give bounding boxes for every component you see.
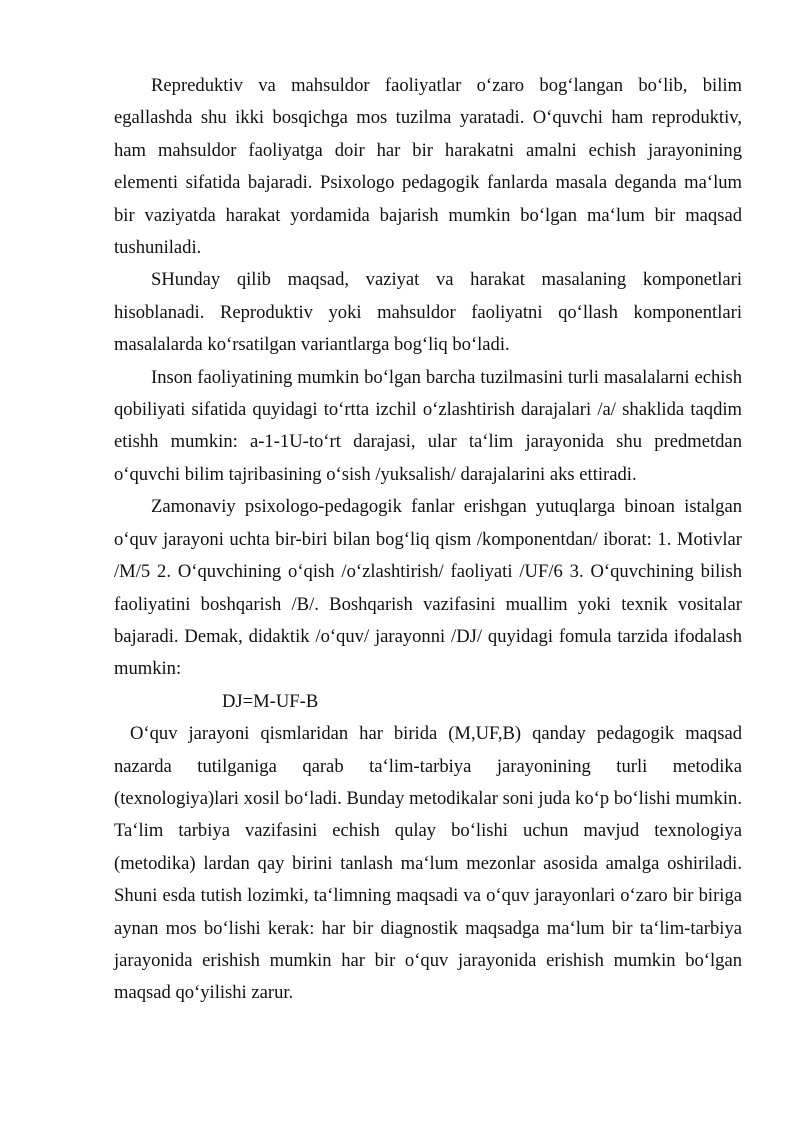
didactic-formula: DJ=M-UF-B (222, 690, 319, 712)
paragraph-learning-process-components: Zamonaviy psixologo-pedagogik fanlar erishgan yutuqlarga binoan istalgan o‘quv jarayoni uchta bir-biri bilan bog‘liq qism /komponentdan/ iborat: 1. Motivlar /M/5 2. O‘quvchining o‘qish /o‘zlashtirish/ faoliyati /UF/6 3. O‘quvchining bilish faoliyatini boshqarish /B/. Boshqarish vazifasini muallim yoki texnik vositalar bajaradi. Demak, didaktik /o‘quv/ jarayonni /DJ/ quyidagi fomula tarzida ifodalash mumkin: (114, 496, 742, 680)
paragraph-task-components: SHunday qilib maqsad, vaziyat va harakat masalaning komponetlari hisoblanadi. Reproduktiv yoki mahsuldor faoliyatni qo‘llash komponentlari masalalarda ko‘rsatilgan variantlarga bog‘liq bo‘ladi. (114, 269, 742, 356)
paragraph-teaching-methods: O‘quv jarayoni qismlaridan har birida (M,UF,B) qanday pedagogik maqsad nazarda tutilganiga qarab ta‘lim-tarbiya jarayonining turli metodika (texnologiya)lari xosil bo‘ladi. Bunday metodikalar soni juda ko‘p bo‘lishi mumkin. Ta‘lim tarbiya vazifasini echish qulay bo‘lishi uchun mavjud texnologiya (metodika) lardan qay birini tanlash ma‘lum mezonlar asosida amalga oshiriladi. Shuni esda tutish lozimki, ta‘limning maqsadi va o‘quv jarayonlari o‘zaro bir biriga aynan mos bo‘lishi kerak: har bir diagnostik maqsadga ma‘lum bir ta‘lim-tarbiya jarayonida erishish mumkin har bir o‘quv jarayonida erishish mumkin bo‘lgan maqsad qo‘yilishi zarur. (114, 723, 742, 1004)
paragraph-reproductive-activity: Repreduktiv va mahsuldor faoliyatlar o‘zaro bog‘langan bo‘lib, bilim egallashda shu ikki bosqichga mos tuzilma yaratadi. O‘quvchi ham reproduktiv, ham mahsuldor faoliyatga doir har bir harakatni amalni echish jarayonining elementi sifatida bajaradi. Psixologo pedagogik fanlarda masala deganda ma‘lum bir vaziyatda harakat yordamida bajarish mumkin bo‘lgan ma‘lum bir maqsad tushuniladi. (114, 75, 742, 259)
paragraph-mastery-levels: Inson faoliyatining mumkin bo‘lgan barcha tuzilmasini turli masalalarni echish qobiliyati sifatida quyidagi to‘rtta izchil o‘zlashtirish darajalari /a/ shaklida taqdim etishh mumkin: a-1-1U-to‘rt darajasi, ular ta‘lim jarayonida shu predmetdan o‘quvchi bilim tajribasining o‘sish /yuksalish/ darajalarini aks ettiradi. (114, 366, 742, 485)
document-body (114, 70, 742, 1010)
